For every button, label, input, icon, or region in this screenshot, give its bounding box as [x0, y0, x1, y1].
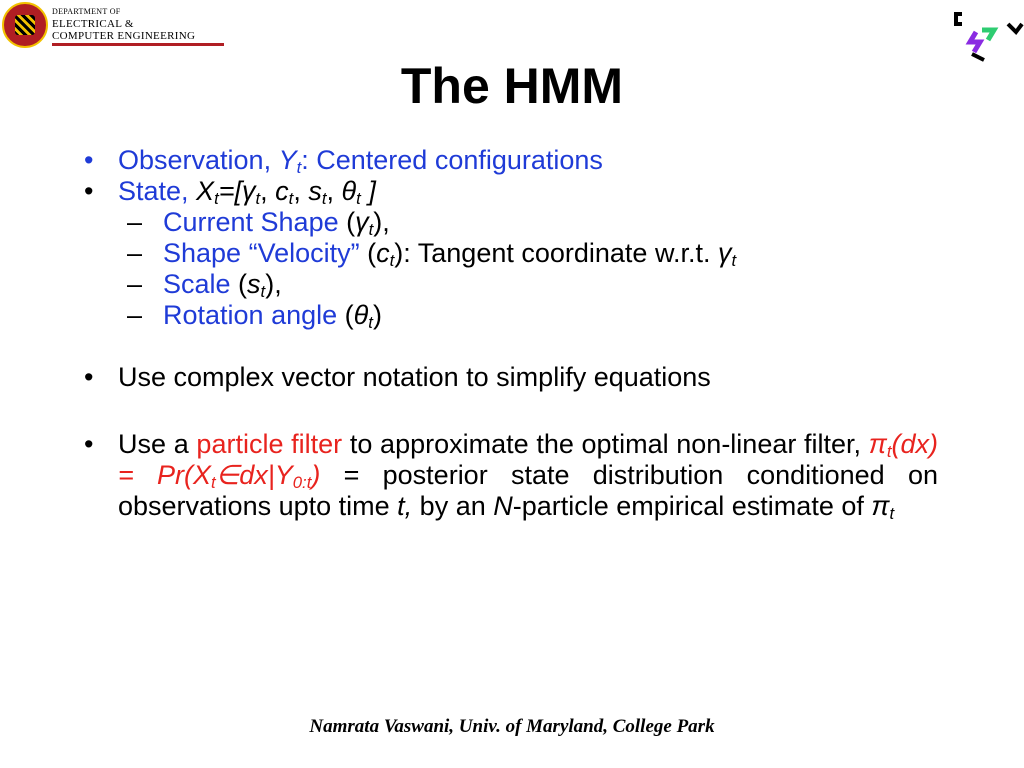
dash-marker: – — [127, 238, 143, 268]
bullet-marker: • — [84, 145, 94, 175]
bullet-state: • State, $X_t=[\gamma_t$, $c_t$, $s_t$, $\theta_t$ ] — [84, 176, 376, 209]
university-seal-icon — [2, 2, 48, 48]
slide-body — [80, 145, 938, 522]
dash-marker: – — [127, 300, 143, 330]
department-name: DEPARTMENT OF ELECTRICAL & COMPUTER ENGINEERING — [52, 7, 196, 42]
sub-bullet-rotation-angle: – Rotation angle $(\theta_t)$ — [127, 300, 382, 333]
sub-bullet-current-shape: – Current Shape $(\gamma_t)$, — [127, 207, 390, 240]
highlight-particle-filter: particle filter — [196, 429, 343, 459]
sub-bullet-scale: – Scale $(s_t)$, — [127, 269, 282, 302]
sub-bullet-shape-velocity: – Shape “Velocity” $(c_t)$: Tangent coordinate w.r.t. $\gamma_t$ — [127, 238, 737, 271]
bullet-marker: • — [84, 429, 94, 459]
bullet-particle-filter: • Use a particle filter to approximate the optimal non-linear filter, $\pi_t(dx)$ = $Pr(X_t\in dx|Y_{0:t})$ = posterior state distribution conditioned on observations upto time t, by an N-particle empirical estimate of $\pi_t$ — [84, 429, 938, 524]
bullet-complex-notation: • Use complex vector notation to simplify equations — [84, 362, 711, 392]
logo-underline — [52, 43, 224, 46]
slide-footer: Namrata Vaswani, Univ. of Maryland, College Park — [309, 716, 715, 737]
bullet-observation: • Observation, $Y_t$: Centered configurations — [84, 145, 603, 178]
bullet-marker: • — [84, 176, 94, 206]
slide-title: The HMM — [400, 58, 624, 114]
dash-marker: – — [127, 207, 143, 237]
dash-marker: – — [127, 269, 143, 299]
university-logo — [0, 0, 226, 52]
bullet-marker: • — [84, 362, 94, 392]
